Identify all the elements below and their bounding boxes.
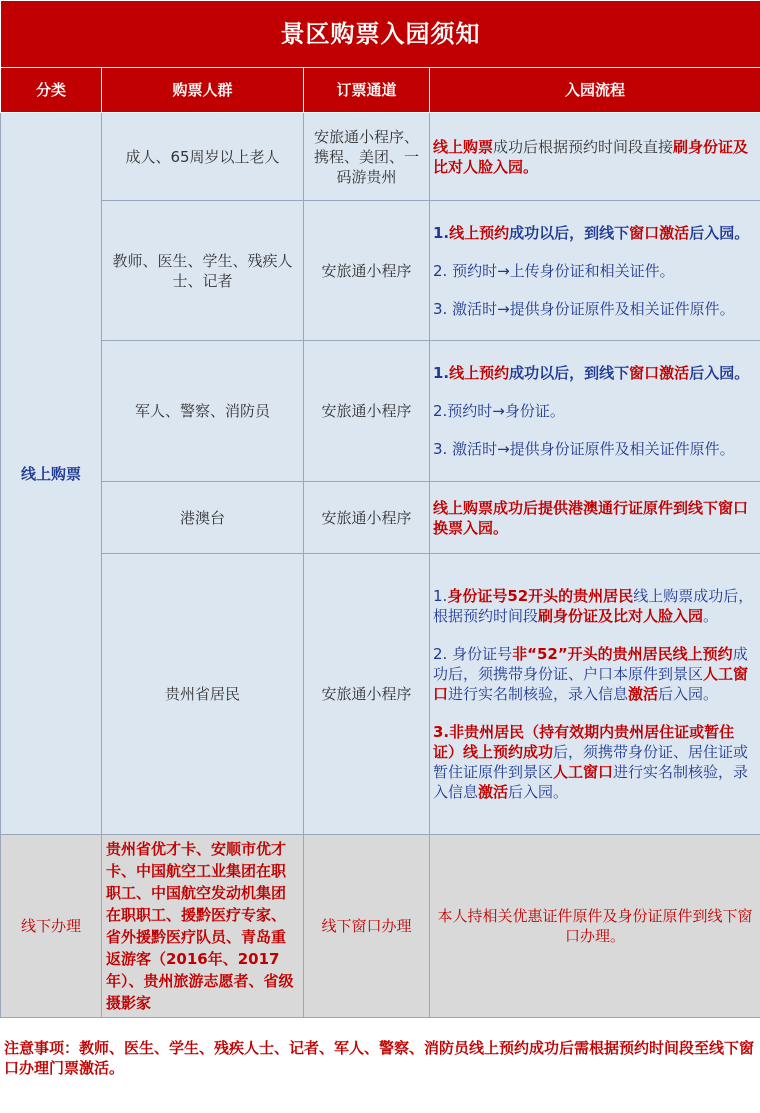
flow-text: 。 bbox=[703, 607, 719, 625]
flow-highlight: 线上预约 bbox=[449, 364, 510, 382]
flow-highlight: 线上购票 bbox=[433, 137, 494, 156]
flow-text: 线上购票成功后，根据预约时间段 bbox=[433, 587, 754, 625]
channel-cell: 线下窗口办理 bbox=[304, 835, 430, 1018]
channel-cell: 安旅通小程序、携程、美团、一码游贵州 bbox=[304, 113, 430, 201]
flow-text: 2.预约时→身份证。 bbox=[433, 402, 565, 420]
flow-highlight: 激活 bbox=[478, 783, 509, 801]
table-row bbox=[1, 554, 760, 835]
people-cell: 军人、警察、消防员 bbox=[102, 341, 304, 482]
flow-text: 成功后根据预约时间段直接 bbox=[493, 137, 674, 156]
category-offline: 线下办理 bbox=[1, 835, 102, 1018]
flow-highlight: 非“52”开头的贵州居民线上预约 bbox=[512, 645, 733, 663]
flow-cell: 本人持相关优惠证件原件及身份证原件到线下窗口办理。 bbox=[430, 835, 760, 1018]
channel-cell: 安旅通小程序 bbox=[304, 201, 430, 341]
flow-highlight: 身份证号52开头的贵州居民 bbox=[447, 587, 634, 605]
flow-cell bbox=[430, 201, 760, 341]
table-row bbox=[1, 341, 760, 482]
people-cell: 贵州省居民 bbox=[102, 554, 304, 835]
flow-text: 后入园。 bbox=[658, 685, 719, 703]
table-row bbox=[1, 113, 760, 201]
flow-text: 2. 身份证号 bbox=[433, 645, 513, 663]
flow-text: 成功以后，到线下 bbox=[509, 364, 630, 382]
flow-text: 1. bbox=[433, 364, 450, 382]
category-online: 线上购票 bbox=[1, 113, 102, 835]
channel-cell: 安旅通小程序 bbox=[304, 482, 430, 554]
flow-text: 后入园。 bbox=[689, 223, 750, 242]
channel-cell: 安旅通小程序 bbox=[304, 554, 430, 835]
flow-text: 后入园。 bbox=[689, 364, 750, 382]
header-channel: 订票通道 bbox=[304, 68, 430, 113]
flow-highlight: 窗口激活 bbox=[629, 223, 690, 242]
flow-highlight: 非贵州居民（持有效期内贵州居住证或暂住证）线上预约成功 bbox=[433, 723, 735, 761]
flow-highlight: 线上预约 bbox=[449, 223, 510, 242]
channel-cell: 安旅通小程序 bbox=[304, 341, 430, 482]
flow-highlight: 成功后提供港澳通行证原件到线下窗口换票入园。 bbox=[433, 498, 749, 537]
flow-text: 后入园。 bbox=[508, 783, 569, 801]
flow-highlight: 刷身份证及比对人脸入园 bbox=[538, 607, 704, 625]
flow-text: 后，须携带身份证、居住证或暂住证原件到景区 bbox=[433, 743, 749, 781]
flow-highlight: 人工窗口 bbox=[553, 763, 614, 781]
flow-cell bbox=[430, 554, 760, 835]
flow-text: 3. 激活时→提供身份证原件及相关证件原件。 bbox=[433, 440, 735, 458]
flow-text: 1. bbox=[433, 223, 450, 242]
flow-highlight: 人工窗口 bbox=[433, 665, 749, 703]
note-text: 注意事项：教师、医生、学生、残疾人士、记者、军人、警察、消防员线上预约成功后需根据预约时间段至线下窗口办理门票激活。 bbox=[4, 1039, 755, 1077]
flow-text: 进行实名制核验，录入信息 bbox=[433, 763, 749, 801]
table-row bbox=[1, 201, 760, 341]
title-row bbox=[1, 1, 760, 68]
header-row bbox=[1, 68, 760, 113]
flow-highlight: 窗口激活 bbox=[629, 364, 690, 382]
people-cell: 贵州省优才卡、安顺市优才卡、中国航空工业集团在职职工、中国航空发动机集团在职职工、援黔医疗专家、省外援黔医疗队员、青岛重返游客（2016年、2017年）、贵州旅游志愿者、省级摄影家 bbox=[102, 835, 304, 1018]
table-row bbox=[1, 482, 760, 554]
flow-highlight: 3. bbox=[433, 723, 450, 741]
flow-cell bbox=[430, 482, 760, 554]
flow-highlight: 刷身份证及比对人脸入园。 bbox=[433, 137, 749, 176]
flow-text: 成功以后，到线下 bbox=[509, 223, 630, 242]
header-flow: 入园流程 bbox=[430, 68, 760, 113]
flow-text: 1. bbox=[433, 587, 448, 605]
flow-cell bbox=[430, 341, 760, 482]
people-cell: 港澳台 bbox=[102, 482, 304, 554]
people-cell: 成人、65周岁以上老人 bbox=[102, 113, 304, 201]
flow-highlight: 激活 bbox=[628, 685, 659, 703]
flow-text: 2. 预约时→上传身份证和相关证件。 bbox=[433, 261, 675, 280]
page-title: 景区购票入园须知 bbox=[1, 1, 760, 68]
flow-text: 3. 激活时→提供身份证原件及相关证件原件。 bbox=[433, 299, 735, 318]
flow-text: 进行实名制核验，录入信息 bbox=[448, 685, 629, 703]
header-people: 购票人群 bbox=[102, 68, 304, 113]
header-category: 分类 bbox=[1, 68, 102, 113]
people-cell: 教师、医生、学生、残疾人士、记者 bbox=[102, 201, 304, 341]
flow-highlight: 线上购票 bbox=[433, 498, 494, 517]
table-row bbox=[1, 835, 760, 1018]
flow-text: 成功后，须携带身份证、户口本原件到景区 bbox=[433, 645, 748, 683]
flow-cell bbox=[430, 113, 760, 201]
